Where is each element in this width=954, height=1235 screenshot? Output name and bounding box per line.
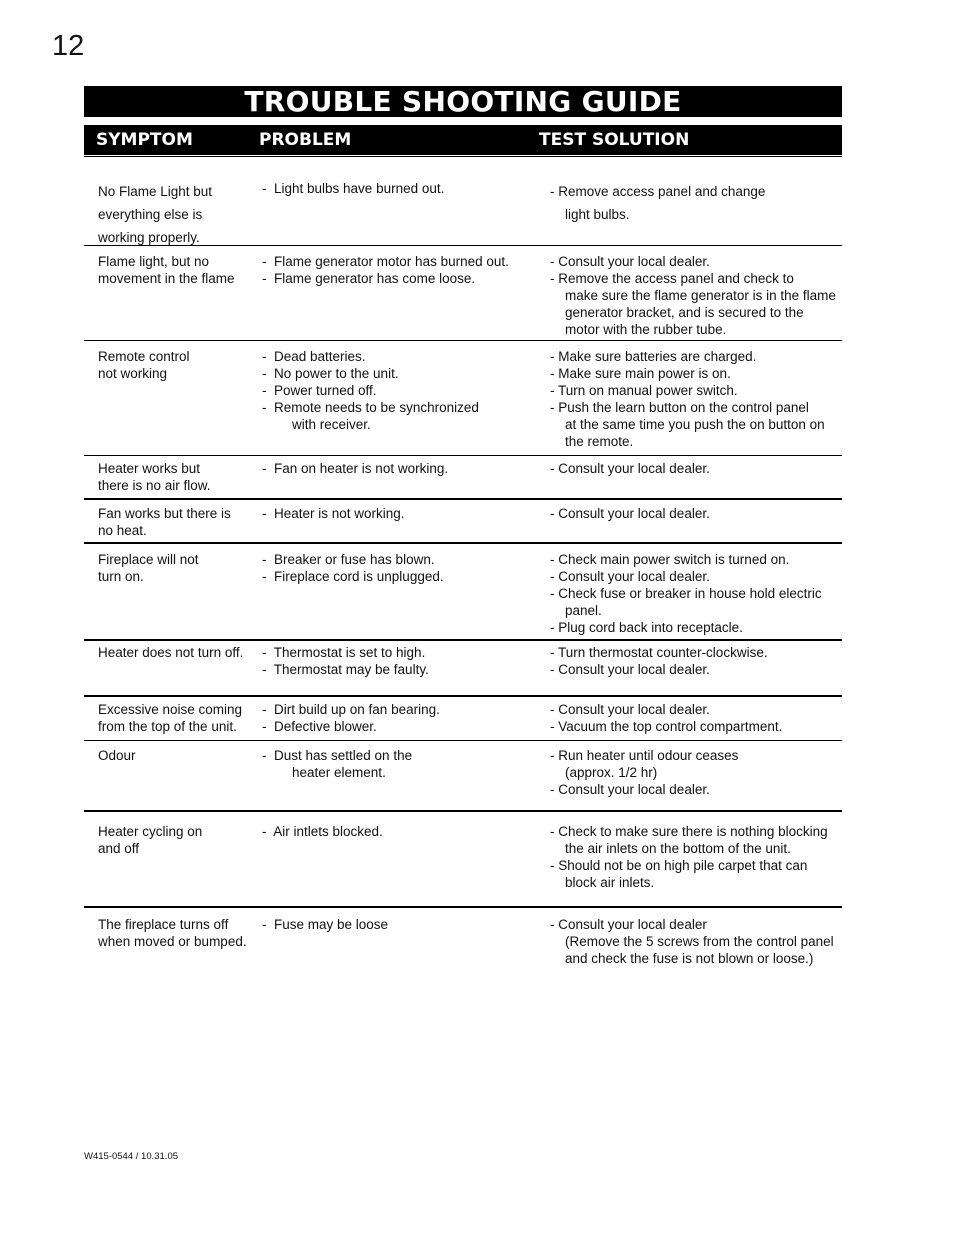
solution-cell bbox=[550, 644, 768, 678]
cell-line: - Fan on heater is not working. bbox=[262, 461, 449, 476]
cell-line: - Dead batteries. bbox=[262, 349, 366, 364]
solution-cell bbox=[550, 747, 738, 798]
cell-line: No Flame Light but bbox=[98, 184, 213, 199]
problem-cell bbox=[262, 701, 440, 735]
cell-line: - Turn on manual power switch. bbox=[550, 383, 738, 398]
cell-line: - Consult your local dealer bbox=[550, 917, 707, 932]
cell-line: panel. bbox=[550, 603, 602, 618]
page-number: 12 bbox=[52, 30, 85, 62]
cell-line: Excessive noise coming bbox=[98, 702, 243, 717]
cell-line: - Flame generator has come loose. bbox=[262, 271, 476, 286]
solution-cell bbox=[550, 253, 836, 338]
cell-line: - Breaker or fuse has blown. bbox=[262, 552, 435, 567]
cell-line: there is no air flow. bbox=[98, 478, 211, 493]
cell-line: - Fuse may be loose bbox=[262, 917, 389, 932]
header-symptom: SYMPTOM bbox=[96, 130, 193, 150]
row-divider bbox=[84, 245, 842, 246]
solution-cell bbox=[550, 180, 765, 226]
cell-line: from the top of the unit. bbox=[98, 719, 237, 734]
cell-line: (Remove the 5 screws from the control panel bbox=[550, 934, 834, 949]
symptom-cell bbox=[98, 747, 136, 764]
cell-line: - Run heater until odour ceases bbox=[550, 748, 739, 763]
cell-line: - Light bulbs have burned out. bbox=[262, 181, 445, 196]
symptom-cell bbox=[98, 551, 199, 585]
row-divider bbox=[84, 740, 842, 741]
cell-line: (approx. 1/2 hr) bbox=[550, 765, 658, 780]
problem-cell bbox=[262, 348, 479, 433]
solution-cell bbox=[550, 460, 710, 477]
cell-line: - Remote needs to be synchronized bbox=[262, 400, 479, 415]
cell-line: light bulbs. bbox=[550, 207, 630, 222]
cell-line: - Flame generator motor has burned out. bbox=[262, 254, 509, 269]
cell-line: - Dust has settled on the bbox=[262, 748, 413, 763]
cell-line: the air inlets on the bottom of the unit. bbox=[550, 841, 791, 856]
cell-line: block air inlets. bbox=[550, 875, 655, 890]
problem-cell bbox=[262, 180, 444, 197]
cell-line: - No power to the unit. bbox=[262, 366, 399, 381]
row-divider bbox=[84, 340, 842, 341]
cell-line: Remote control bbox=[98, 349, 190, 364]
symptom-cell bbox=[98, 253, 235, 287]
solution-cell bbox=[550, 551, 822, 636]
cell-line: - Turn thermostat counter-clockwise. bbox=[550, 645, 768, 660]
cell-line: - Defective blower. bbox=[262, 719, 377, 734]
cell-line: - Make sure main power is on. bbox=[550, 366, 731, 381]
cell-line: - Plug cord back into receptacle. bbox=[550, 620, 743, 635]
cell-line: - Consult your local dealer. bbox=[550, 782, 710, 797]
problem-cell bbox=[262, 551, 444, 585]
cell-line: - Air intlets blocked. bbox=[262, 824, 383, 839]
symptom-cell bbox=[98, 460, 211, 494]
cell-line: - Should not be on high pile carpet that can bbox=[550, 858, 808, 873]
cell-line: - Remove the access panel and check to bbox=[550, 271, 794, 286]
problem-cell bbox=[262, 253, 509, 287]
cell-line: - Consult your local dealer. bbox=[550, 506, 710, 521]
cell-line: make sure the flame generator is in the flame bbox=[550, 288, 836, 303]
problem-cell bbox=[262, 823, 383, 840]
solution-cell bbox=[550, 823, 828, 891]
row-divider bbox=[84, 906, 842, 908]
cell-line: and off bbox=[98, 841, 140, 856]
document-code: W415-0544 / 10.31.05 bbox=[84, 1151, 179, 1162]
symptom-cell bbox=[98, 180, 212, 249]
symptom-cell bbox=[98, 505, 231, 539]
cell-line: - Remove access panel and change bbox=[550, 184, 766, 199]
cell-line: - Check to make sure there is nothing blocking bbox=[550, 824, 828, 839]
cell-line: The fireplace turns off bbox=[98, 917, 229, 932]
cell-line: with receiver. bbox=[262, 417, 371, 432]
cell-line: not working bbox=[98, 366, 168, 381]
cell-line: - Consult your local dealer. bbox=[550, 662, 710, 677]
cell-line: - Consult your local dealer. bbox=[550, 461, 710, 476]
solution-cell bbox=[550, 505, 710, 522]
row-divider bbox=[84, 498, 842, 500]
row-divider bbox=[84, 639, 842, 641]
cell-line: - Power turned off. bbox=[262, 383, 377, 398]
cell-line: no heat. bbox=[98, 523, 147, 538]
cell-line: Fireplace will not bbox=[98, 552, 199, 567]
cell-line: Fan works but there is bbox=[98, 506, 231, 521]
cell-line: - Make sure batteries are charged. bbox=[550, 349, 757, 364]
problem-cell bbox=[262, 644, 429, 678]
row-divider bbox=[84, 455, 842, 456]
page-title: TROUBLE SHOOTING GUIDE bbox=[84, 86, 842, 117]
cell-line: heater element. bbox=[262, 765, 386, 780]
cell-line: - Thermostat may be faulty. bbox=[262, 662, 429, 677]
symptom-cell bbox=[98, 701, 242, 735]
cell-line: - Thermostat is set to high. bbox=[262, 645, 426, 660]
cell-line: movement in the flame bbox=[98, 271, 235, 286]
header-divider bbox=[84, 156, 842, 157]
cell-line: generator bracket, and is secured to the bbox=[550, 305, 804, 320]
cell-line: turn on. bbox=[98, 569, 144, 584]
symptom-cell bbox=[98, 348, 190, 382]
cell-line: motor with the rubber tube. bbox=[550, 322, 727, 337]
cell-line: - Push the learn button on the control panel bbox=[550, 400, 809, 415]
header-test-solution: TEST SOLUTION bbox=[539, 130, 690, 150]
problem-cell bbox=[262, 460, 448, 477]
cell-line: everything else is bbox=[98, 207, 203, 222]
problem-cell bbox=[262, 747, 412, 781]
header-problem: PROBLEM bbox=[259, 130, 352, 150]
solution-cell bbox=[550, 701, 782, 735]
row-divider bbox=[84, 542, 842, 544]
cell-line: Flame light, but no bbox=[98, 254, 210, 269]
cell-line: Heater cycling on bbox=[98, 824, 203, 839]
problem-cell bbox=[262, 916, 388, 933]
cell-line: - Check fuse or breaker in house hold electric bbox=[550, 586, 822, 601]
cell-line: - Dirt build up on fan bearing. bbox=[262, 702, 440, 717]
cell-line: and check the fuse is not blown or loose.) bbox=[550, 951, 814, 966]
cell-line: at the same time you push the on button on bbox=[550, 417, 825, 432]
symptom-cell bbox=[98, 916, 247, 950]
symptom-cell bbox=[98, 823, 202, 857]
cell-line: when moved or bumped. bbox=[98, 934, 247, 949]
row-divider bbox=[84, 695, 842, 697]
cell-line: - Vacuum the top control compartment. bbox=[550, 719, 783, 734]
cell-line: Odour bbox=[98, 748, 136, 763]
cell-line: - Consult your local dealer. bbox=[550, 702, 710, 717]
row-divider bbox=[84, 810, 842, 812]
cell-line: - Heater is not working. bbox=[262, 506, 405, 521]
cell-line: - Consult your local dealer. bbox=[550, 569, 710, 584]
problem-cell bbox=[262, 505, 405, 522]
solution-cell bbox=[550, 348, 825, 450]
cell-line: - Fireplace cord is unplugged. bbox=[262, 569, 444, 584]
cell-line: working properly. bbox=[98, 230, 200, 245]
table-header bbox=[84, 125, 842, 155]
cell-line: Heater works but bbox=[98, 461, 201, 476]
cell-line: the remote. bbox=[550, 434, 634, 449]
cell-line: - Consult your local dealer. bbox=[550, 254, 710, 269]
symptom-cell bbox=[98, 644, 243, 661]
solution-cell bbox=[550, 916, 834, 967]
cell-line: Heater does not turn off. bbox=[98, 645, 244, 660]
cell-line: - Check main power switch is turned on. bbox=[550, 552, 790, 567]
